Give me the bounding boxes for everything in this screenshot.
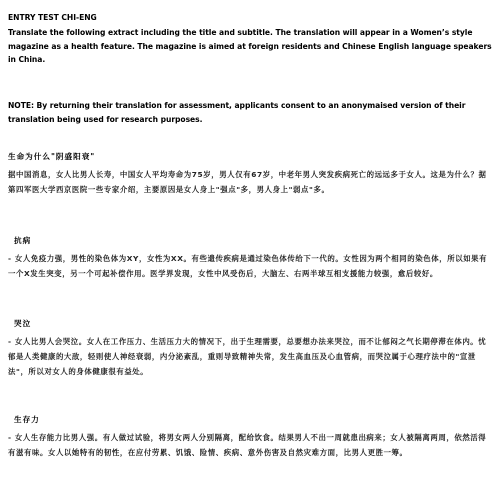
section-body-survival: - 女人生存能力比男人强。有人做过试验，将男女两人分别隔离，配给饮食。结果男人不出一周就患出病来；女人被隔离两周，依然活得有滋有味。女人以她特有的韧性，在应付劳累、饥饿、险情、疾病、意外伤害及自然灾难方面，比男人更胜一筹。 <box>8 433 487 457</box>
section-heading-crying: 哭泣 <box>14 319 32 328</box>
section-body-disease-resistance: - 女人免疫力强，男性的染色体为XY，女性为XX。有些遗传疾病是通过染色体传给下一代的。女性因为两个相同的染色体，所以如果有一个X发生突变，另一个可起补偿作用。医学界发现，女性中风受伤后，大脑左、右两半球互相支援能力较强，愈后较好。 <box>8 254 488 278</box>
article-title: 生命为什么"阴盛阳衰" <box>8 152 96 161</box>
article-intro: 据中国消息，女人比男人长寿，中国女人平均寿命为75岁，男人仅有67岁，中老年男人突发疾病死亡的远远多于女人。这是为什么？据第四军医大学西京医院一些专家介绍，主要原因是女人身上"强点"多，男人身上"弱点"多。 <box>8 170 487 194</box>
section-heading-survival: 生存力 <box>14 415 40 424</box>
section-body-crying: - 女人比男人会哭泣。女人在工作压力、生活压力大的情况下，出于生理需要，总要想办法来哭泣，而不让郁闷之气长期停滞在体内。忧郁是人类健康的大敌，轻则使人神经衰弱，内分泌紊乱，重则导致精神失常，发生高血压及心血管病，而哭泣属于心理疗法中的"宣泄法"，所以对女人的身体健康很有益处。 <box>8 337 487 376</box>
instructions-paragraph: Translate the following extract including the title and subtitle. The translation will appear in a Women’s style magazine as a health feature. The magazine is aimed at foreign residents and Chinese English language speakers in China. <box>8 28 492 64</box>
section-heading-disease-resistance: 抗病 <box>14 236 32 245</box>
document-title: ENTRY TEST CHI-ENG <box>8 13 97 22</box>
research-note: NOTE: By returning their translation for assessment, applicants consent to an anonymaised version of their translation being used for research purposes. <box>8 101 466 124</box>
